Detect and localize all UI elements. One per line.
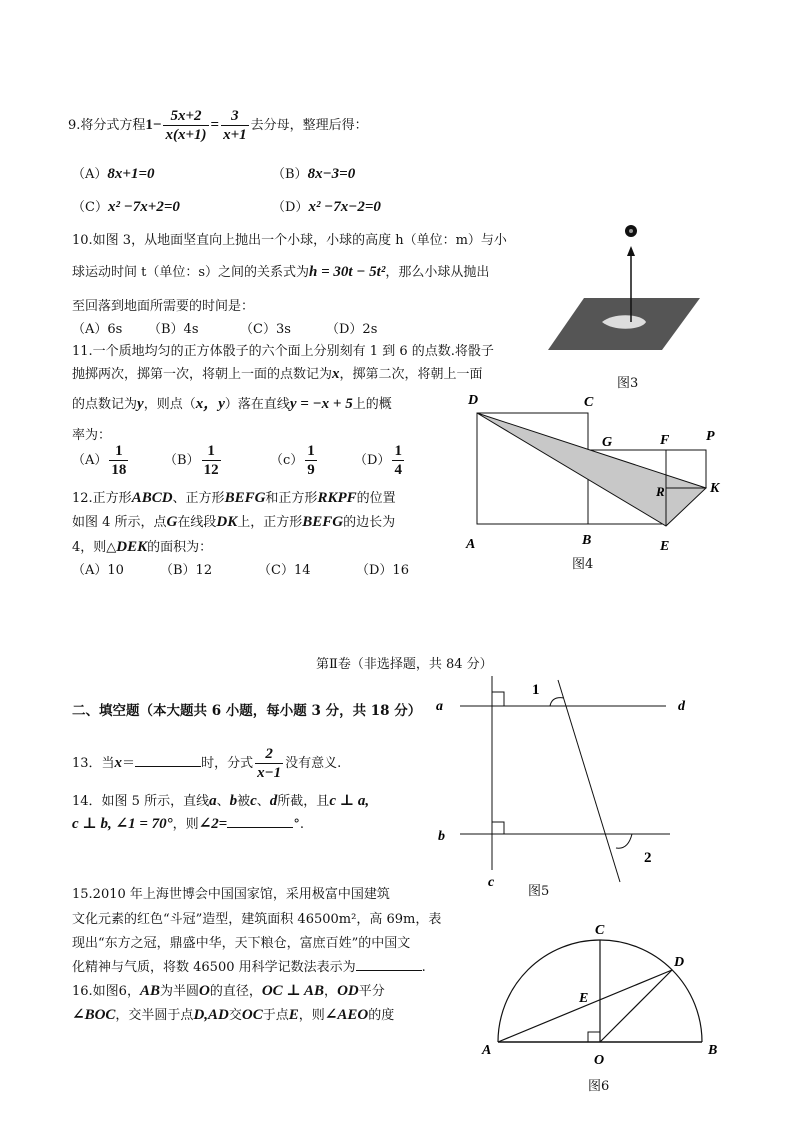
angle-1-arc: [550, 698, 564, 706]
fig4-label-d: D: [468, 393, 479, 408]
q13-fraction: $\frac{2}{x-1}$: [257, 746, 282, 781]
q10-option-a: （A）6s: [72, 322, 123, 337]
q15-line1: 15.2010 年上海世博会中国国家馆，采用极富中国建筑: [72, 887, 390, 902]
q15-line3: 现出“东方之冠，鼎盛中华，天下粮仓，富庶百姓”的中国文: [72, 936, 411, 951]
q12-option-d: （D）16: [356, 563, 409, 578]
q9-one: 1−: [145, 117, 162, 133]
fig4-label-r: R: [656, 484, 665, 499]
arrow-head-icon: [627, 246, 635, 256]
q10-formula: h = 30t − 5t²: [309, 264, 386, 280]
q10-line1: 10.如图 3，从地面坚直向上抛出一个小球，小球的高度 h（单位：m）与小: [72, 233, 507, 248]
q10-line2: 球运动时间 t（单位：s）之间的关系式为h = 30t − 5t²，那么小球从抛出: [72, 264, 490, 280]
q9-stem: 9.将分式方程1− $\frac{5x+2}{x(x+1)}$ = $\frac{3}{x+1}$ 去分母，整理后得：: [68, 108, 368, 143]
q10-line3: 至回落到地面所需要的时间是：: [72, 299, 255, 314]
fig5-label-c: c: [488, 875, 495, 890]
q14-answer-blank[interactable]: [227, 815, 293, 828]
figure-3: [544, 218, 704, 358]
segment-ad: [498, 970, 672, 1042]
q9-frac1: $\frac{5x+2}{x(x+1)}$: [165, 108, 207, 143]
fig5-label-d: d: [678, 699, 685, 714]
q9-frac2: $\frac{3}{x+1}$: [223, 108, 247, 143]
fig6-label-e: E: [579, 991, 589, 1006]
fig6-label-b: B: [708, 1043, 718, 1058]
fig4-label-b: B: [582, 533, 592, 548]
fig4-label-c: C: [584, 395, 594, 410]
right-angle-mark-o: [588, 1032, 600, 1042]
section-2-title: 第Ⅱ卷（非选择题，共 84 分）: [316, 657, 493, 672]
q10-option-c: （C）3s: [240, 322, 291, 337]
fig5-label-a: a: [436, 699, 443, 714]
q10-option-b: （B）4s: [148, 322, 199, 337]
q13: 13．当x＝ 时，分式 $\frac{2}{x-1}$ 没有意义.: [72, 746, 342, 781]
section-2-heading: 二、填空题（本大题共 6 小题，每小题 3 分，共 18 分）: [72, 703, 422, 719]
figure-4: [460, 388, 730, 558]
q12-option-c: （C）14: [258, 563, 311, 578]
fig6-label-c: C: [595, 923, 605, 938]
fig4-label-e: E: [660, 539, 670, 554]
fig4-label-g: G: [602, 435, 613, 450]
q11-option-b: （B） $\frac{1}{12}$: [164, 443, 219, 478]
q11-line1: 11.一个质地均匀的正方体骰子的六个面上分别刻有 1 到 6 的点数.将骰子: [72, 344, 494, 359]
figure-6-caption: 图6: [588, 1079, 610, 1094]
fig4-label-k: K: [710, 481, 720, 496]
q16-line2: ∠BOC，交半圆于点D,AD交OC于点E，则∠AEO的度: [72, 1007, 395, 1023]
q12-line3: 4，则△DEK的面积为：: [72, 539, 213, 555]
q12-line1: 12.正方形ABCD、正方形BEFG和正方形RKPF的位置: [72, 490, 396, 506]
fig4-label-f: F: [660, 433, 670, 448]
figure-4-caption: 图4: [572, 557, 594, 572]
q12-option-b: （B）12: [160, 563, 213, 578]
q15-answer-blank[interactable]: [356, 958, 422, 971]
q9-option-d: （D）x² −7x−2=0: [272, 199, 381, 215]
right-angle-mark-b: [492, 822, 504, 834]
fig6-label-o: O: [594, 1053, 605, 1068]
q15-line2: 文化元素的红色“斗冠”造型，建筑面积 46500m²，高 69m，表: [72, 912, 442, 927]
fig5-label-2: 2: [644, 850, 652, 866]
fig4-label-p: P: [706, 429, 715, 444]
q11-line4: 率为：: [72, 428, 112, 443]
fig6-label-a: A: [482, 1043, 492, 1058]
q16-line1: 16.如图6，AB为半圆O的直径，OC ⊥ AB，OD平分: [72, 983, 385, 999]
segment-od: [600, 970, 672, 1042]
fig5-label-1: 1: [532, 682, 540, 698]
q11-option-d: （D） $\frac{1}{4}$: [354, 443, 402, 478]
q12-line2: 如图 4 所示，点G在线段DK上，正方形BEFG的边长为: [72, 514, 396, 530]
q12-option-a: （A）10: [72, 563, 124, 578]
q14-line2: c ⊥ b, ∠1 = 70°，则∠2= °.: [72, 816, 304, 832]
q13-answer-blank[interactable]: [135, 754, 201, 767]
q14-line1: 14．如图 5 所示，直线a、b被c、d所截，且c ⊥ a,: [72, 793, 370, 809]
figure-5: [430, 672, 700, 894]
q9-option-a: （A）8x+1=0: [72, 166, 155, 182]
fig4-label-a: A: [466, 537, 476, 552]
q11-option-a: （A） $\frac{1}{18}$: [72, 443, 127, 478]
q11-line3: 的点数记为y，则点（x，y）落在直线y = −x + 5上的概: [72, 396, 392, 412]
fig5-label-b: b: [438, 829, 445, 844]
figure-3-caption: 图3: [617, 376, 639, 391]
figure-5-caption: 图5: [528, 884, 550, 899]
q9-option-c: （C）x² −7x+2=0: [72, 199, 180, 215]
q9-option-b: （B）8x−3=0: [272, 166, 356, 182]
right-angle-mark-a: [492, 692, 504, 706]
figure-6: [478, 918, 728, 1072]
triangle-dek: [477, 413, 706, 526]
q11-line2: 抛掷两次，掷第一次，将朝上一面的点数记为x，掷第二次，将朝上一面: [72, 366, 483, 382]
fig6-label-d: D: [674, 955, 685, 970]
q10-option-d: （D）2s: [326, 322, 378, 337]
q11-option-c: （c） $\frac{1}{9}$: [270, 443, 315, 478]
angle-2-arc: [616, 834, 632, 848]
q15-line4: 化精神与气质，将数 46500 用科学记数法表示为 .: [72, 960, 426, 975]
line-d-transversal: [558, 680, 620, 882]
